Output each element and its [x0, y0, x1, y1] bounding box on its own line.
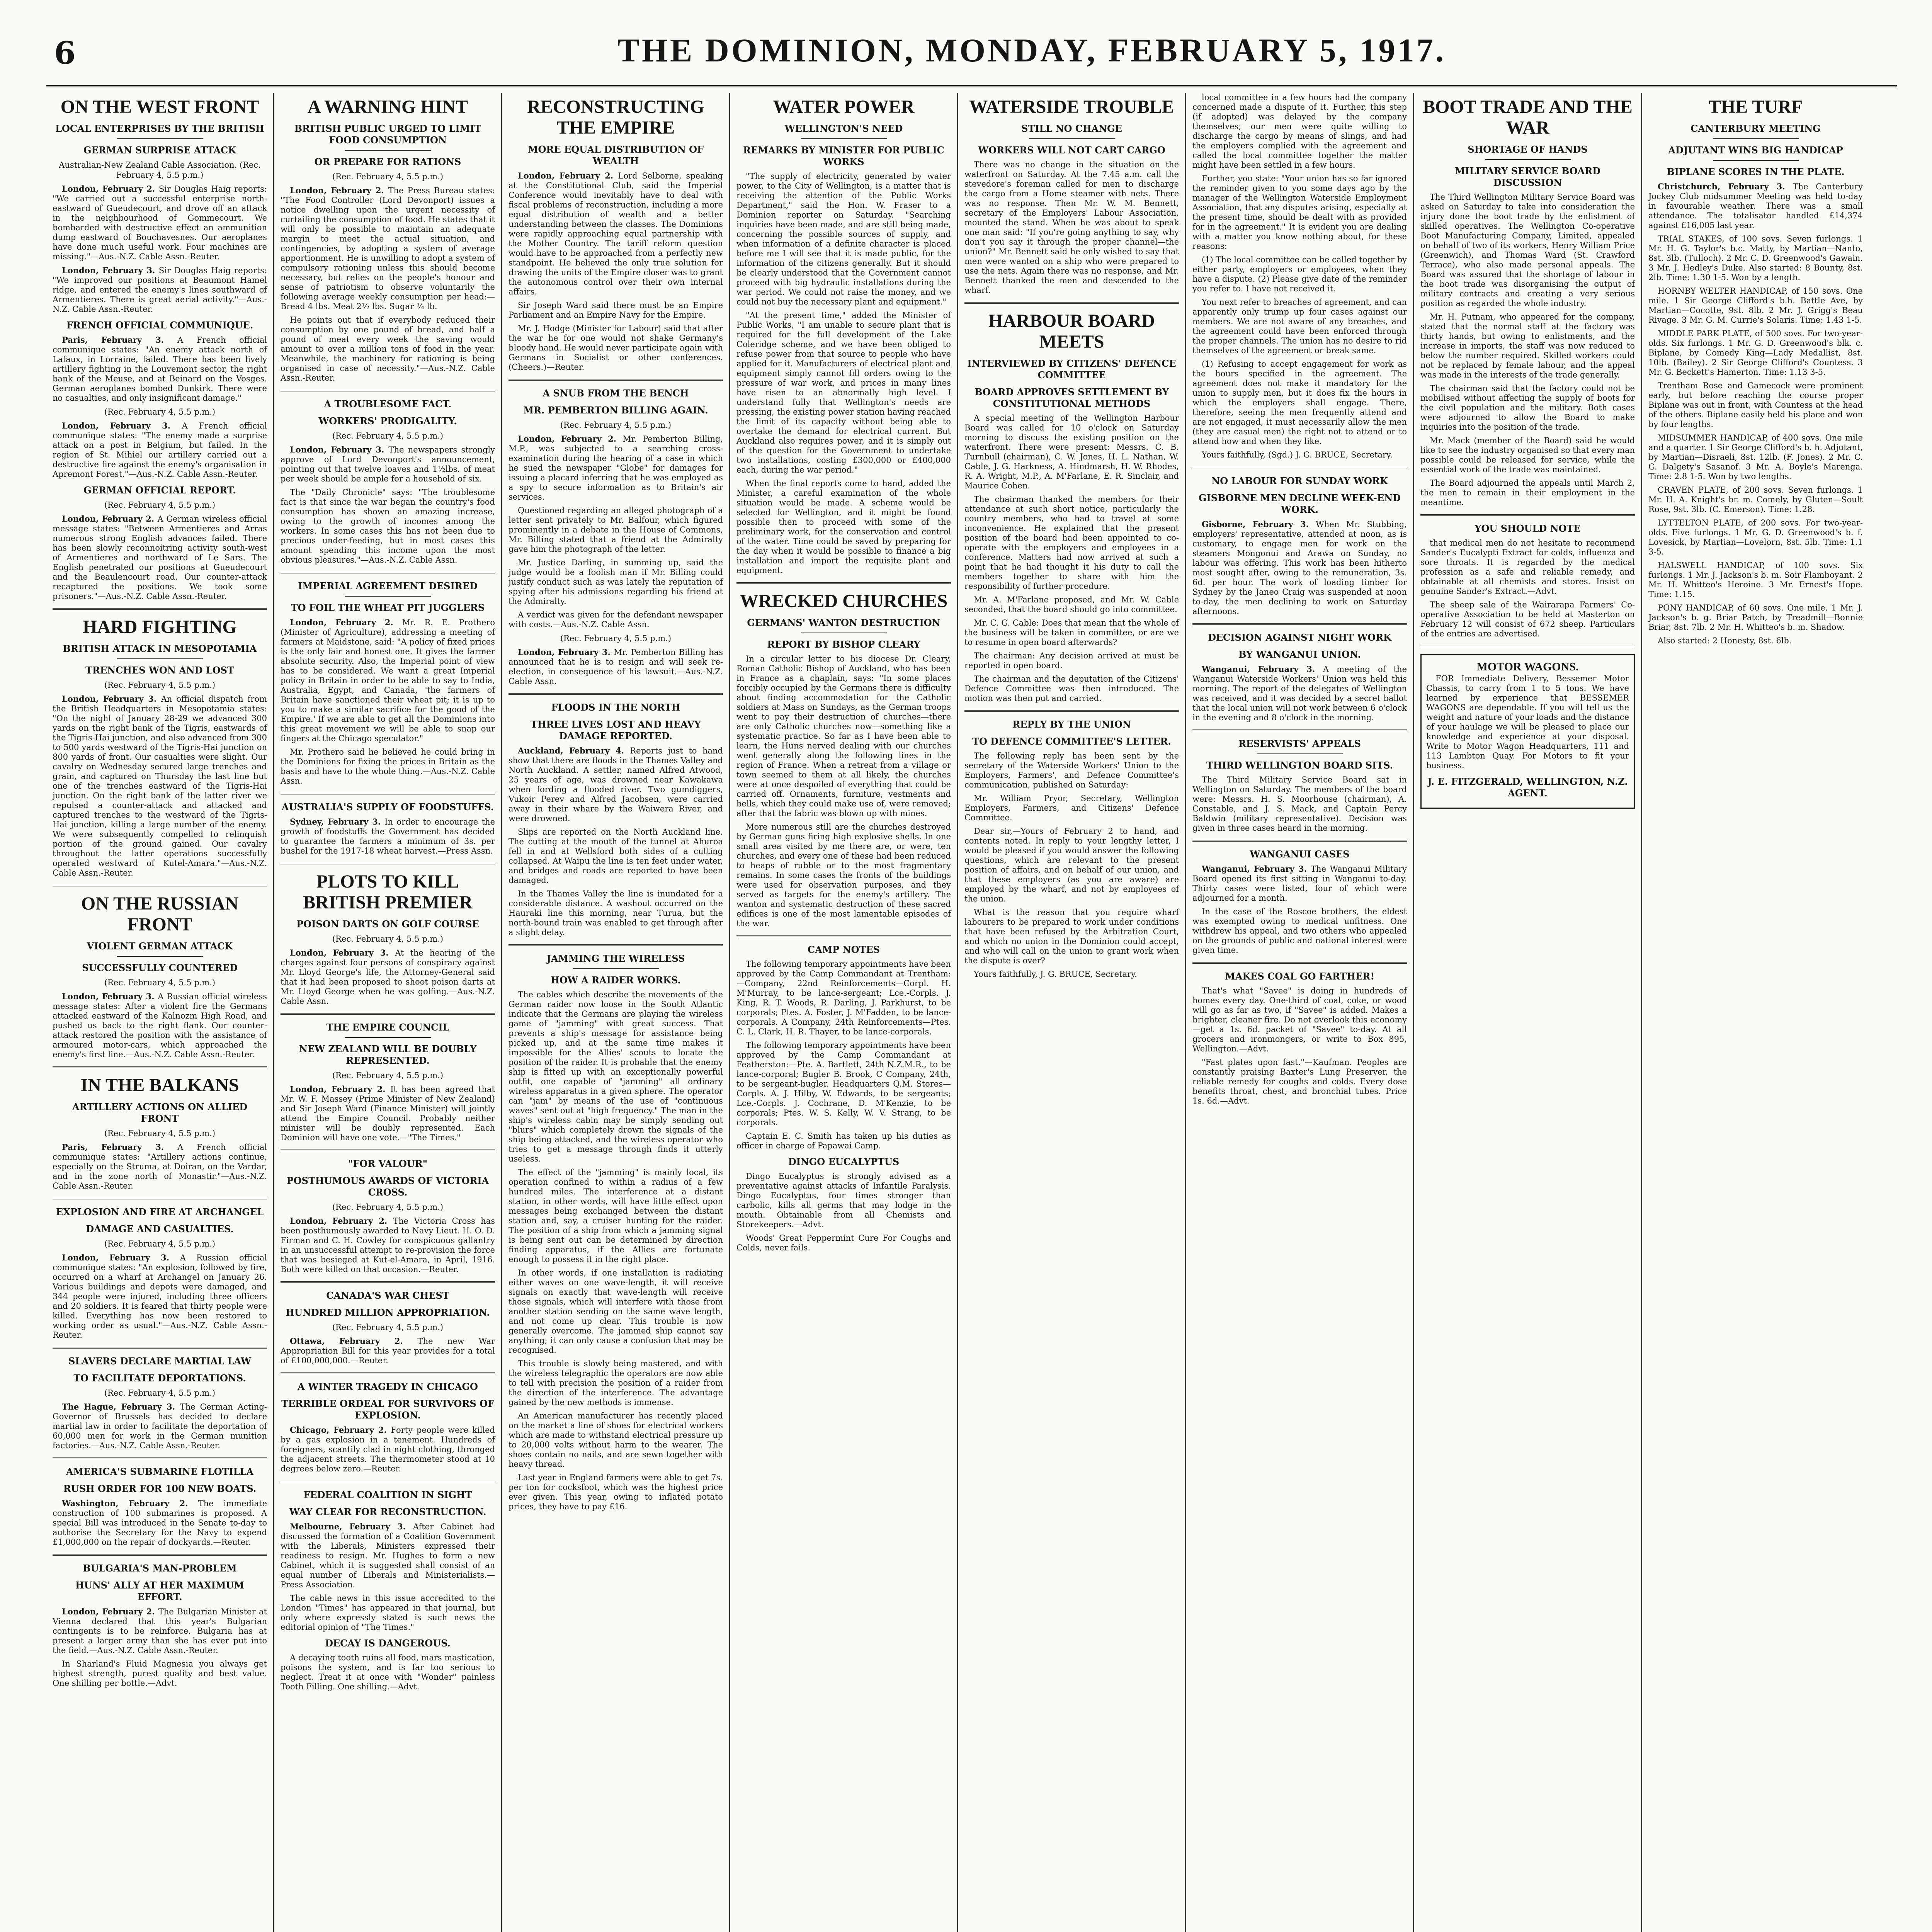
article-paragraph: Mr. C. G. Cable: Does that mean that the whole of the business will be taken in committee, or are we to resume in open board afterwards?: [964, 618, 1179, 647]
article-columns: [46, 93, 1897, 1932]
dateline-meta: (Rec. February 4, 5.5 p.m.): [104, 500, 216, 510]
headline: RECONSTRUCTING THE EMPIRE: [527, 97, 704, 138]
subheadline: WELLINGTON'S NEED: [784, 123, 903, 134]
article-paragraph: Slips are reported on the North Auckland line. The cutting at the mouth of the tunnel at Ahuroa fell in and at Wellsford both sides of a cutting collapsed. At Waipu the line is ten feet under water, and bridges and roads are reported to have been damaged.: [509, 827, 723, 885]
article-paragraph: HALSWELL HANDICAP, of 100 sovs. Six furlongs. 1 Mr. J. Jackson's b. m. Soir Flamboyant. 2 Mr. H. Whitteo's Heroine. 3 Mr. Ernest's Hope. Time: 1.15.: [1648, 561, 1863, 599]
article-dateline: Ottawa, February 2.: [290, 1336, 418, 1346]
article-paragraph: A decaying tooth ruins all food, mars mastication, poisons the system, and is far too serious to neglect. Treat it at once with "Wonder" painless Tooth Filling. One shilling.—Advt.: [281, 1653, 495, 1691]
article-dateline: London, February 2.: [62, 1607, 158, 1616]
article-paragraph: London, February 2. Sir Douglas Haig reports: "We carried out a successful enterprise north-eastward of Gueudecourt, and drove off an attack in the neighbourhood of Gommecourt. We bombarded with destructive effect an ammunition dump eastward of Bouchavesnes. Our aeroplanes have done much useful work. Four machines are missing."—Aus.-N.Z. Cable Assn.-Reuter.: [53, 184, 267, 261]
article-paragraph: London, February 3. Sir Douglas Haig reports: "We improved our positions at Beaumont Hamel ridge, and entered the enemy's lines southward of Armentieres. There is great aerial activity."—Aus.-N.Z. Cable Assn.-Reuter.: [53, 265, 267, 314]
article-dateline: Chicago, February 2.: [290, 1425, 391, 1435]
article-dateline: Sydney, February 3.: [290, 817, 385, 827]
subheadline: TRENCHES WON AND LOST: [85, 665, 234, 676]
column-3: [502, 93, 730, 1932]
article-paragraph: Mr. H. Putnam, who appeared for the company, stated that the normal staff at the factory was thirty hands, but owing to enlistments, and the increase in imports, the staff was now reduced to below the number required. Skilled workers could not be replaced by female labour, and the appeal was made in the interests of the trade generally.: [1420, 312, 1635, 379]
subheadline: CANTERBURY MEETING: [1690, 123, 1821, 134]
headline: WRECKED CHURCHES: [740, 591, 948, 611]
article-paragraph: Dingo Eucalyptus is strongly advised as a preventative against attacks of Infantile Paralysis. Dingo Eucalyptus, four times stronger than carbolic, kills all germs that may lodge in the mouth. Obtainable from all Chemists and Storekeepers.—Advt.: [736, 1172, 951, 1229]
article-dateline: Auckland, February 4.: [518, 746, 630, 755]
article-paragraph: that medical men do not hesitate to recommend Sander's Eucalypti Extract for colds, influenza and sore throats. It is regarded by the medical profession as a safe and reliable remedy, and obtainable at all chemists and stores. Insist on genuine Sander's Extract.—Advt.: [1420, 538, 1635, 596]
article-dateline: Christchurch, February 3.: [1658, 182, 1793, 191]
article-paragraph: local committee in a few hours had the company concerned made a dispute of it. Further, this step (if adopted) was delayed by the company themselves; our men were quite willing to discharge the cargo by means of slings, and had the employers complied with the agreement and called the local committee together the matter might have been settled in a few hours.: [1192, 93, 1407, 170]
headline: HARD FIGHTING: [83, 617, 237, 637]
column-1: [46, 93, 274, 1932]
article-paragraph: London, February 3. At the hearing of the charges against four persons of conspiracy against Mr. Lloyd George's life, the Attorney-General said that it had been proposed to shoot poison darts at Mr. Lloyd George when he was golfing.—Aus.-N.Z. Cable Assn.: [281, 948, 495, 1006]
article-paragraph: The following temporary appointments have been approved by the Camp Commandant at Featherston:—Pte. A. Bartlett, 24th N.Z.M.R., to be lance-corporal; Bugler B. Brook, C Company, 24th, to be sergeant-bugler. Headquarters Q.M. Stores—Corpls. A. J. Hilby, W. Edwards, to be sergeants; Lce.-Corpls. J. Cochrane, D. M'Kenzie, to be corporals; Ptes. W. S. Kelly, W. V. Strang, to be corporals.: [736, 1041, 951, 1127]
article-paragraph: The effect of the "jamming" is mainly local, its operation confined to within a radius of a few hundred miles. The interference at a distant station, in other words, will have little effect upon messages being exchanged between the distant station and, say, a cruiser hunting for the raider. The position of a ship from which a jamming signal is being sent out can be determined by direction finding apparatus, if the Allies are fortunate enough to possess it in the right place.: [509, 1168, 723, 1264]
dateline-meta: (Rec. February 4, 5.5 p.m.): [332, 1071, 444, 1080]
article-dateline: London, February 2.: [62, 184, 159, 194]
subheadline: HUNDRED MILLION APPROPRIATION.: [286, 1307, 490, 1318]
subheadline: SHORTAGE OF HANDS: [1468, 144, 1588, 155]
headline: HARBOUR BOARD MEETS: [988, 311, 1155, 352]
article-paragraph: Further, you state: "Your union has so far ignored the reminder given to you some days ago by the manager of the Wellington Waterside Employment Association, that any disputes arising, especially at the present time, should be dealt with as provided for in the agreement." It is evident you are dealing with a matter you know nothing about, for these reasons:: [1192, 174, 1407, 251]
article-dateline: London, February 3.: [290, 445, 389, 454]
column-5: [958, 93, 1186, 1932]
headline: ON THE WEST FRONT: [60, 97, 259, 117]
article-paragraph: A special meeting of the Wellington Harbour Board was called for 10 o'clock on Saturday morning to discuss the existing position on the waterfront. There were present: Messrs. C. B. Turnbull (chairman), C. W. Jones, H. L. Nathan, W. Cable, J. G. Harkness, A. Hindmarsh, H. W. Rhodes, R. A. Wright, M.P., A. M'Farlane, E. R. Sinclair, and Maurice Cohen.: [964, 413, 1179, 490]
article-dateline: London, February 2.: [518, 434, 623, 444]
article-paragraph: Questioned regarding an alleged photograph of a letter sent privately to Mr. Balfour, which figured prominently in a debate in the House of Commons, Mr. Billing stated that a friend at the Admiralty gave him the photograph of the letter.: [509, 506, 723, 554]
subheadline: WANGANUI CASES: [1250, 849, 1350, 860]
article-paragraph: Wanganui, February 3. A meeting of the Wanganui Waterside Workers' Union was held this morning. The report of the delegates of Wellington was received, and it was decided by a secret ballot that the local union will not work between 6 o'clock in the evening and 8 o'clock in the morning.: [1192, 664, 1407, 722]
headline: PLOTS TO KILL BRITISH PREMIER: [303, 871, 473, 913]
article-paragraph: TRIAL STAKES, of 100 sovs. Seven furlongs. 1 Mr. H. G. Taylor's b.c. Matty, by Martian—Nanto, 8st. 3lb. (Tulloch). 2 Mr. C. D. Greenwood's Gawain. 3 Mr. J. Hedley's Duke. Also started: 8 Bounty, 8st. 2lb. Time: 1.30 1-5. Won by a length.: [1648, 234, 1863, 282]
subheadline: JAMMING THE WIRELESS: [546, 953, 685, 964]
section-separator: [53, 1066, 267, 1068]
short-rule: [117, 956, 203, 957]
article-paragraph: "At the present time," added the Minister of Public Works, "I am unable to secure plant that is required for the full development of the Lake Coleridge scheme, and we have been obliged to refuse power from that source to people who have applied for it. Manufacturers of electrical plant and equipment simply cannot fill orders owing to the pressure of war work, and prices in many lines have risen to an abnormally high level. I understand fully that Wellington's needs are pressing, the existing power station having reached the limit of its capacity without being able to overtake the demand for electrical current. But Auckland also requires power, and it is simply out of the question for the Government to undertake two installations, costing £300,000 or £400,000 each, during the war period.": [736, 311, 951, 474]
short-rule: [117, 138, 203, 139]
article-dateline: Melbourne, February 3.: [290, 1522, 413, 1531]
short-rule: [801, 138, 887, 139]
column-4: [730, 93, 958, 1932]
subheadline: REPORT BY BISHOP CLEARY: [767, 639, 920, 650]
short-rule: [1485, 159, 1571, 160]
subheadline: RUSH ORDER FOR 100 NEW BOATS.: [63, 1483, 257, 1494]
article-paragraph: Also started: 2 Honesty, 8st. 6lb.: [1658, 636, 1792, 645]
article-paragraph: MIDSUMMER HANDICAP, of 400 sovs. One mile and a quarter. 1 Sir George Clifford's b. h. Adjutant, by Martian—Disraeli, 8st. 12lb. (F. Jones). 2 Mr. C. G. Dalgety's Sasanof. 3 Mr. A. Boyle's Marenga. Time: 2.8 1-5. Won by two lengths.: [1648, 433, 1863, 481]
subheadline: IMPERIAL AGREEMENT DESIRED: [298, 580, 478, 592]
article-paragraph: Gisborne, February 3. When Mr. Stubbing, employers' representative, attended at noon, as is customary, to engage men for work on the steamers Mongonui and Arawa on Sunday, no labour was offering. This work has been hitherto most sought after, owing to the remuneration, 3s. 6d. per hour. The work of loading timber for Sydney by the Janeo Craig was suspended at noon to-day, the men declining to work on Saturday afternoons.: [1192, 519, 1407, 616]
article-dateline: Paris, February 3.: [62, 335, 178, 345]
dateline-meta: (Rec. February 4, 5.5 p.m.): [560, 420, 672, 430]
article-dateline: Gisborne, February 3.: [1202, 519, 1316, 529]
subheadline: ADJUTANT WINS BIG HANDICAP: [1668, 145, 1843, 156]
article-dateline: Washington, February 2.: [62, 1498, 198, 1508]
article-paragraph: London, February 2. The Press Bureau states: "The Food Controller (Lord Devonport) issues a notice dwelling upon the urgent necessity of curtailing the consumption of food. He states that it will only be possible to maintain an adequate margin to meet the actual situation, and contingencies, by adopting a system of average apportionment. He is unwilling to adopt a system of compulsory rationing unless this should become necessary, but relies on the people's honour and sense of patriotism to observe voluntarily the following average weekly consumption per head:— Bread 4 lbs. Meat 2½ lbs. Sugar ¾ lb.: [281, 185, 495, 311]
article-paragraph: That's what "Savee" is doing in hundreds of homes every day. One-third of coal, coke, or wood will go as far as two, if "Savee" is added. Makes a brighter, cleaner fire. Do not overlook this economy—get a 1s. 6d. packet of "Savee" to-day. At all grocers and ironmongers, or write to Box 895, Wellington.—Advt.: [1192, 986, 1407, 1053]
subheadline: RESERVISTS' APPEALS: [1238, 738, 1361, 749]
article-paragraph: You next refer to breaches of agreement, and can apparently only trump up four cases against our members. We are not aware of any breaches, and the agreement could have been enforced through the proper channels. The union has no desire to rid themselves of the agreement or break same.: [1192, 298, 1407, 355]
article-paragraph: London, February 2. A German wireless official message states: "Between Armentieres and Arras numerous strong English advances failed. There has been slowly reconnoitring activity south-west of Armentieres and northward of Le Sars. The English penetrated our positions at Gueudecourt and the Beaulencourt road. Our counter-attack recaptured the positions. We took some prisoners."—Aus.-N.Z. Cable Assn.-Reuter.: [53, 514, 267, 601]
article-paragraph: The Third Wellington Military Service Board was asked on Saturday to take into consideration the injury done the boot trade by the enlistment of skilled operatives. The Wellington Co-operative Boot Manufacturing Company, Limited, appealed on behalf of two of its workers, Henry William Price (Greenwich), and Thomas Ward (St. Crawford Terrace), who also made personal appeals. The Board was assured that the shortage of labour in the boot trade was disorganising the output of military contracts and creating a very serious position as regarded the whole industry.: [1420, 192, 1635, 308]
short-rule: [1257, 753, 1343, 754]
subheadline: STILL NO CHANGE: [1021, 123, 1122, 134]
section-separator: [509, 693, 723, 695]
dateline-meta: (Rec. February 4, 5.5 p.m.): [332, 172, 444, 181]
article-dateline: Wanganui, February 3.: [1202, 864, 1311, 874]
short-rule: [1713, 138, 1799, 139]
article-paragraph: London, February 3. The newspapers strongly approve of Lord Devonport's announcement, pointing out that twelve loaves and 1½lbs. of meat per week should be ample for a household of six.: [281, 445, 495, 483]
subheadline: SLAVERS DECLARE MARTIAL LAW: [68, 1355, 251, 1367]
article-paragraph: The "Daily Chronicle" says: "The troublesome fact is that since the war began the country's food consumption has shown an amazing increase, owing to the growth of incomes among the workers. In some cases this has not been due to precious under-feeding, but in most cases this amount spending this income upon the most obvious pleasures."—Aus.-N.Z. Cable Assn.: [281, 488, 495, 565]
article-paragraph: Mr. William Pryor, Secretary, Wellington Employers, Farmers, and Citizens' Defence Committee.: [964, 794, 1179, 822]
article-paragraph: In Sharland's Fluid Magnesia you always get highest strength, purest quality and best value. One shilling per bottle.—Advt.: [53, 1659, 267, 1688]
dateline-meta: (Rec. February 4, 5.5 p.m.): [104, 407, 216, 417]
article-paragraph: HORNBY WELTER HANDICAP, of 150 sovs. One mile. 1 Sir George Clifford's b.h. Battle Ave, by Martian—Cocotte, 9st. 8lb. 2 Mr. J. Grigg's Beau Rivage. 3 Mr. G. M. Currie's Solaris. Time: 1.43 1-5.: [1648, 286, 1863, 325]
article-paragraph: Mr. A. M'Farlane proposed, and Mr. W. Cable seconded, that the board should go into committee.: [964, 595, 1179, 614]
subheadline: BOARD APPROVES SETTLEMENT BY CONSTITUTIONAL METHODS: [975, 386, 1169, 409]
short-rule: [117, 658, 203, 659]
subheadline: AUSTRALIA'S SUPPLY OF FOODSTUFFS.: [281, 801, 494, 813]
section-separator: [281, 863, 495, 864]
article-dateline: London, February 3.: [62, 992, 158, 1001]
subheadline: WORKERS WILL NOT CART CARGO: [978, 145, 1165, 156]
article-paragraph: Woods' Great Peppermint Cure For Coughs and Colds, never fails.: [736, 1233, 951, 1252]
advertisement-signature: J. E. FITZGERALD, WELLINGTON, N.Z. AGENT.: [1427, 776, 1628, 799]
headline: IN THE BALKANS: [80, 1075, 239, 1095]
section-separator: [281, 1281, 495, 1283]
article-paragraph: London, February 2. Mr. R. E. Prothero (Minister of Agriculture), addressing a meeting of farmers at Maidstone, said: "A policy of fixed prices is the only fair and honest one. It gives the farmer absolute security. Also, the Imperial point of view has to be considered. We want a great Imperial policy in Britain in order to be able to say to India, Australia, Egypt, and Canada, 'the farmers of Britain have sanctioned their wheat pit; it is up to you to make a similar sacrifice for the good of the Empire.' If we are able to get all the Dominions into this great movement we will be able to snap our fingers at the Chicago speculator.": [281, 617, 495, 743]
article-paragraph: Chicago, February 2. Forty people were killed by a gas explosion in a tenement. Hundreds of foreigners, scantily clad in night clothing, thronged the adjacent streets. The thermometer stood at 10 degrees below zero.—Reuter.: [281, 1425, 495, 1473]
subheadline: A SNUB FROM THE BENCH: [543, 388, 689, 399]
subheadline: TERRIBLE ORDEAL FOR SURVIVORS OF EXPLOSION.: [281, 1398, 494, 1421]
article-paragraph: London, February 3. A Russian official communique states: "An explosion, followed by fire, occurred on a wharf at Archangel on January 26. Various buildings and depots were damaged, and 344 people were injured, including three officers and 20 soldiers. It is feared that thirty people were killed. Everything has now been restored to working order as usual."—Aus.-N.Z. Cable Assn.-Reuter.: [53, 1253, 267, 1340]
article-paragraph: There was no change in the situation on the waterfront on Saturday. At the 7.45 a.m. call the stevedore's foreman called for men to discharge the cargo from a Home steamer with nets. There was no response. Then Mr. W. M. Bennett, secretary of the Employers' Labour Association, mounted the stand. When he was about to speak one man said: "If you're going anything to say, why don't you say it through the proper channel—the union?" Mr. Bennett said he only wished to say that men were wanted on a ship who were prepared to use the nets. Again there was no response, and Mr. Bennett thanked the men and descended to the wharf.: [964, 160, 1179, 295]
article-paragraph: The chairman said that the factory could not be mobilised without affecting the supply of boots for the civil population and the military. Both cases were adjourned to allow the Board to make inquiries into the position of the trade.: [1420, 384, 1635, 432]
short-rule: [345, 596, 431, 597]
short-rule: [1713, 160, 1799, 161]
article-paragraph: Melbourne, February 3. After Cabinet had discussed the formation of a Coalition Government with the Liberals, Ministers expressed their readiness to resign. Mr. Hughes to form a new Cabinet, which it is suggested shall consist of an equal number of Liberals and Ministerialists.—Press Association.: [281, 1522, 495, 1589]
headline: WATER POWER: [773, 97, 915, 117]
article-paragraph: LYTTELTON PLATE, of 200 sovs. For two-year-olds. Five furlongs. 1 Mr. G. D. Greenwood's b. f. Lovesick, by Martian—Lovelorn, 8st. 5lb. Time: 1.1 3-5.: [1648, 518, 1863, 556]
dateline-meta: (Rec. February 4, 5.5 p.m.): [104, 978, 216, 987]
section-separator: [281, 1013, 495, 1015]
article-paragraph: Mr. Prothero said he believed he could bring in the Dominions for fixing the prices in Britain as the basis and have to the whole thing.—Aus.-N.Z. Cable Assn.: [281, 747, 495, 786]
subheadline: DECISION AGAINST NIGHT WORK: [1208, 632, 1391, 643]
article-paragraph: Dear sir,—Yours of February 2 to hand, and contents noted. In reply to your lengthy letter, I would be pleased if you would answer the following questions, which are relevant to the present position of affairs, and on behalf of our union, and that these employers (as you are aware) are employed by the wharf, and not by employees of the union.: [964, 827, 1179, 903]
article-paragraph: In a circular letter to his diocese Dr. Cleary, Roman Catholic Bishop of Auckland, who has been in France as a chaplain, says: "In some places forcibly occupied by the Germans there is difficulty about finding accommodation for the Catholic soldiers at Mass on Sundays, as the German troops went to pay their destruction of churches—there are only Catholic churches now—something like a systematic practice. So far as I have been able to learn, the Huns nerved dealing with our churches went generally along the following lines in the region of France. When a retreat from a village or town seemed to them at all likely, the churches were at once despoiled of everything that could be carried off. Ornaments, furniture, vestments and bells, which they could make use of, were removed; after that the fabric was blown up with mines.: [736, 654, 951, 818]
article-paragraph: "Fast plates upon fast."—Kaufman. Peoples are constantly praising Baxter's Lung Preserver, the reliable remedy for coughs and colds. Every dose benefits throat, chest, and bronchial tubes. Price 1s. 6d.—Advt.: [1192, 1058, 1407, 1105]
short-rule: [345, 150, 431, 151]
subheadline: BRITISH ATTACK IN MESOPOTAMIA: [63, 643, 257, 654]
short-rule: [573, 968, 659, 969]
section-separator: [281, 390, 495, 391]
article-dateline: London, February 3.: [290, 948, 395, 957]
article-paragraph: The Third Military Service Board sat in Wellington on Saturday. The members of the board were: Messrs. H. S. Moorhouse (chairman), A. Constable, and J. S. Mack, and Captain Percy Baldwin (military representative). Decision was given in three cases heard in the morning.: [1192, 775, 1407, 833]
short-rule: [345, 1037, 431, 1038]
dateline-meta: (Rec. February 4, 5.5 p.m.): [104, 680, 216, 690]
subheadline: OR PREPARE FOR RATIONS: [314, 156, 461, 167]
article-paragraph: Paris, February 3. A French official communique states: "Artillery actions continue, especially on the Struma, at Doiran, on the Vardar, and in the zone north of Monastir."—Aus.-N.Z. Cable Assn.-Reuter.: [53, 1142, 267, 1190]
article-paragraph: What is the reason that you require wharf labourers to be prepared to work under conditions that have been refused by the Arbitration Court, and which no union in the Dominion could accept, and who will call on the union to grant work when the dispute is over?: [964, 908, 1179, 965]
section-separator: [736, 582, 951, 584]
section-separator: [1192, 467, 1407, 468]
article-paragraph: In other words, if one installation is radiating either waves on one wave-length, it will receive signals on exactly that wave-length will receive those signals, which will interfere with those from another station sending on the same wave length, and not come up clear. This trouble is now generally overcome. The jammed ship cannot say anything; it can only cause a confusion that may be recognised.: [509, 1268, 723, 1355]
article-paragraph: Last year in England farmers were able to get 7s. per ton for cocksfoot, which was the highest price ever given. This year, owing to inflated potato prices, they have to pay £16.: [509, 1473, 723, 1511]
article-paragraph: Wanganui, February 3. The Wanganui Military Board opened its first sitting in Wanganui to-day. Thirty cases were listed, four of which were adjourned for a month.: [1192, 864, 1407, 903]
article-paragraph: Yours faithfully, (Sgd.) J. G. BRUCE, Secretary.: [1202, 450, 1393, 459]
subheadline: POSTHUMOUS AWARDS OF VICTORIA CROSS.: [286, 1175, 489, 1198]
article-paragraph: The chairman: Any decision arrived at must be reported in open board.: [964, 651, 1179, 670]
dateline-meta: (Rec. February 4, 5.5 p.m.): [332, 1323, 444, 1332]
article-paragraph: The following temporary appointments have been approved by the Camp Commandant at Trentham:—Company, 22nd Reinforcements—Corpl. H. M'Murray, to be lance-sergeant; Lce.-Corpls. J. King, R. T. Woods, R. Darling, J. Parkhurst, to be corporals; Ptes. A. Foster, J. M'Fadden, to be lance-corporals. A Company, 24th Reinforcements—Ptes. C. L. Clark, H. R. Thayer, to be lance-corporals.: [736, 959, 951, 1036]
article-paragraph: Captain E. C. Smith has taken up his duties as officer in charge of Papawai Camp.: [736, 1131, 951, 1150]
article-paragraph: London, February 2. Mr. Pemberton Billing, M.P., was subjected to a searching cross-examination during the hearing of a case in which he sued the newspaper "Globe" for damages for issuing a placard inferring that he was employed as a spy to secure information as to Britain's air services.: [509, 434, 723, 502]
article-dateline: The Hague, February 3.: [62, 1402, 180, 1412]
subheadline: BULGARIA'S MAN-PROBLEM: [83, 1563, 237, 1574]
subheadline: FEDERAL COALITION IN SIGHT: [303, 1489, 472, 1500]
article-paragraph: He points out that if everybody reduced their consumption by one pound of bread, and half a pound of meat every week the saving would amount to over a million tons of food in the year. Meanwhile, the machinery for rationing is being organised in case of necessity."—Aus.-N.Z. Cable Assn.-Reuter.: [281, 315, 495, 383]
subheadline: GISBORNE MEN DECLINE WEEK-END WORK.: [1199, 492, 1401, 515]
section-separator: [1192, 962, 1407, 964]
article-paragraph: (1) The local committee can be called together by either party, employers or employees, when they have a dispute. (2) Please give date of the reminder you refer to. I have not received it.: [1192, 255, 1407, 293]
article-paragraph: The sheep sale of the Wairarapa Farmers' Co-operative Association to be held at Masterton on February 12 will consist of 672 sheep. Particulars of the entries are advertised.: [1420, 600, 1635, 638]
section-separator: [964, 302, 1179, 304]
subheadline: YOU SHOULD NOTE: [1475, 523, 1581, 534]
subheadline: FLOODS IN THE NORTH: [551, 702, 680, 713]
article-paragraph: In the case of the Roscoe brothers, the eldest was exempted owing to medical unfitness. One withdrew his appeal, and two others who appealed on the grounds of public and national interest were given time.: [1192, 907, 1407, 955]
subheadline: THIRD WELLINGTON BOARD SITS.: [1206, 760, 1393, 771]
article-paragraph: London, February 2. The Bulgarian Minister at Vienna declared that this year's Bulgarian contingents is to be reinforce. Bulgaria has at present a larger army than she has ever put into the field.—Aus.-N.Z. Cable Assn.-Reuter.: [53, 1607, 267, 1655]
article-dateline: London, February 2.: [518, 171, 618, 180]
subheadline: CANADA'S WAR CHEST: [326, 1290, 449, 1301]
subheadline: TO DEFENCE COMMITTEE'S LETTER.: [972, 736, 1171, 747]
article-dateline: London, February 2.: [290, 185, 388, 195]
article-paragraph: Paris, February 3. A French official communique states: "An enemy attack north of Lafaux, in Lorraine, failed. There has been lively artillery fighting in the Louvemont sector, the right bank of the Meuse, and at Beinard on the Vosges. German aeroplanes bombed Dunkirk. There were no casualties, and only insignificant damage.": [53, 335, 267, 403]
section-separator: [1420, 514, 1635, 516]
subheadline: REPLY BY THE UNION: [1012, 719, 1131, 730]
article-paragraph: A verdict was given for the defendant newspaper with costs.—Aus.-N.Z. Cable Assn.: [509, 610, 723, 629]
article-paragraph: Mr. Mack (member of the Board) said he would like to see the industry organised so that every man possible could be released for service, while the essential work of the trade was maintained.: [1420, 436, 1635, 474]
section-separator: [53, 1347, 267, 1349]
article-paragraph: MIDDLE PARK PLATE, of 500 sovs. For two-year-olds. Six furlongs. 1 Mr. G. D. Greenwood's blk. c. Biplane, by Comedy King—Lady Medallist, 8st. 10lb. (Bailey). 2 Sir George Clifford's Countess. 3 Mr. G. Beckett's Hamerton. Time: 1.13 3-5.: [1648, 329, 1863, 377]
article-paragraph: The Board adjourned the appeals until March 2, the men to remain in their employment in the meantime.: [1420, 478, 1635, 507]
article-paragraph: The cable news in this issue accredited to the London "Times" has appeared in that journal, but only where expressly stated is such news the editorial opinion of "The Times.": [281, 1594, 495, 1632]
subheadline: NEW ZEALAND WILL BE DOUBLY REPRESENTED.: [299, 1043, 477, 1066]
article-paragraph: Auckland, February 4. Reports just to hand show that there are floods in the Thames Valley and North Auckland. A settler, named Alfred Atwood, 25 years of age, was drowned near Kawakawa when fording a flooded river. Two gumdiggers, Vukoir Perev and Alfred Jacobsen, were carried away in their whare by the Waiwera River, and were drowned.: [509, 746, 723, 823]
article-dateline: Paris, February 3.: [62, 1142, 178, 1152]
section-separator: [509, 944, 723, 946]
headline: THE TURF: [1708, 97, 1803, 117]
article-paragraph: This trouble is slowly being mastered, and with the wireless telegraphic the operators are now able to tell with precision the position of a raider from the direction of the interference. The advantage gained by the new methods is immense.: [509, 1359, 723, 1407]
article-paragraph: London, February 3. An official dispatch from the British Headquarters in Mesopotamia states: "On the night of January 28-29 we advanced 300 yards on the right bank of the Tigris, eastwards of the Tigris-Hai junction, and also advanced from 300 to 500 yards westward of the Tigris-Hai junction on 800 yards of front. Our casualties were slight. Our cavalry on Wednesday secured large trenches and grain, and captured on Thursday the last line but one of the trenches eastward of the Tigris-Hai junction. On the right bank of the latter river we repulsed a counter-attack and attacked and captured trenches to the westward of the Tigris-Hai junction, killing a large number of the enemy. We were subsequently compelled to relinquish portion of the ground gained. Our cavalry throughout the latter operations successfully operated westward of Kutel-Amara."—Aus.-N.Z. Cable Assn.-Reuter.: [53, 694, 267, 878]
subheadline: DAMAGE AND CASUALTIES.: [86, 1223, 234, 1235]
column-6: [1186, 93, 1414, 1932]
section-separator: [53, 1198, 267, 1199]
article-dateline: London, February 2.: [290, 1216, 393, 1226]
article-paragraph: The following reply has been sent by the secretary of the Waterside Workers' Union to the Employers, Farmers', and Defence Committee's communication, published on Saturday:: [964, 751, 1179, 789]
dateline-meta: (Rec. February 4, 5.5 p.m.): [560, 634, 672, 643]
section-separator: [736, 935, 951, 937]
section-separator: [53, 1554, 267, 1556]
subheadline: AMERICA'S SUBMARINE FLOTILLA: [66, 1466, 254, 1477]
subheadline: DINGO EUCALYPTUS: [788, 1156, 900, 1167]
dateline-meta: (Rec. February 4, 5.5 p.m.): [332, 934, 444, 944]
article-paragraph: The cables which describe the movements of the German raider now loose in the South Atlantic indicate that the Germans are playing the wireless game of "jamming" with great success. That prevents a ship's message for assistance being picked up, and at the same time makes it impossible for the Allies' scouts to locate the position of the raider. It is probable that the enemy ship is fitted up with an exceptionally powerful outfit, one capable of "jamming" all ordinary wireless apparatus in a given sphere. The operator can "jam" by means of the use of "continuous waves" sent out at "high frequency." The man in the ship's wireless cabin may be simply sending out "blurs" which completely drown the signals of the ship being attacked, and the wireless operator who tries to get a message through finds it utterly useless.: [509, 990, 723, 1163]
subheadline: BIPLANE SCORES IN THE PLATE.: [1667, 166, 1845, 177]
dateline-meta: (Rec. February 4, 5.5 p.m.): [104, 1239, 216, 1248]
headline: ON THE RUSSIAN FRONT: [81, 893, 239, 935]
article-paragraph: London, February 3. A French official communique states: "The enemy made a surprise attack on a post in Belgium, but failed. In the region of St. Mihiel our artillery carried out a destructive fire against the enemy's organisation in Apremont Forest."—Aus.-N.Z. Cable Assn.-Reuter.: [53, 421, 267, 479]
column-8: [1642, 93, 1869, 1932]
dateline-meta: (Rec. February 4, 5.5 p.m.): [332, 431, 444, 440]
advertisement-title: MOTOR WAGONS.: [1476, 660, 1579, 673]
article-dateline: London, February 3.: [518, 647, 614, 657]
subheadline: A WINTER TRAGEDY IN CHICAGO: [298, 1381, 478, 1392]
article-dateline: London, February 2.: [62, 514, 158, 524]
subheadline: BRITISH PUBLIC URGED TO LIMIT FOOD CONSUMPTION: [294, 123, 481, 146]
subheadline: GERMAN SURPRISE ATTACK: [83, 145, 236, 156]
section-separator: [281, 1481, 495, 1482]
page-number: 6: [54, 35, 76, 71]
article-paragraph: More numerous still are the churches destroyed by German guns firing high explosive shells. In one small area visited by me there are, or were, ten churches, and every one of these had been reduced to heaps of rubble or to the most fragmentary remains. In some cases the fronts of the buildings were used for observation purposes, and they served as targets for the enemy's artillery. The wanton and systematic destruction of these sacred edifices is one of the most lamentable episodes of the war.: [736, 822, 951, 928]
section-separator: [1192, 840, 1407, 842]
subheadline: FRENCH OFFICIAL COMMUNIQUE.: [66, 320, 253, 331]
dateline-meta: (Rec. February 4, 5.5 p.m.): [104, 1388, 216, 1398]
article-paragraph: Washington, February 2. The immediate construction of 100 submarines is proposed. A special Bill was introduced in the Senate to-day to authorise the Secretary for the Navy to expend £1,000,000 on the repair of dockyards.—Reuter.: [53, 1498, 267, 1547]
article-paragraph: Mr. J. Hodge (Minister for Labour) said that after the war he for one would not shake Germany's bloody hand. He would never participate again with Germans in Socialist or other conferences. (Cheers.)—Reuter.: [509, 324, 723, 372]
subheadline: INTERVIEWED BY CITIZENS' DEFENCE COMMITTEE: [967, 358, 1176, 381]
article-paragraph: London, February 2. The Victoria Cross has been posthumously awarded to Navy Lieut. H. O. D. Firman and C. H. Cowley for conspicuous gallantry in an unsuccessful attempt to re-provision the force that was besieged at Kut-el-Amara, in April, 1916. Both were killed on that occasion.—Reuter.: [281, 1216, 495, 1274]
subheadline: A TROUBLESOME FACT.: [324, 398, 452, 410]
headline: A WARNING HINT: [307, 97, 468, 117]
article-paragraph: (1) Refusing to accept engagement for work as the hours specified in the agreement. The agreement does not make it mandatory for the union to supply men, but it does fix the hours in which the employers shall engage. There, therefore, seeing the men frequently attend and are not engaged, it must necessarily allow the men (they are casual men) the right not to attend or to attend how and when they like.: [1192, 359, 1407, 446]
article-paragraph: Mr. Justice Darling, in summing up, said the judge would be a foolish man if Mr. Billing could justify conduct such as was lately the reputation of spying after his admissions regarding his friend at the Admiralty.: [509, 558, 723, 606]
article-paragraph: London, February 3. A Russian official wireless message states: After a violent fire the Germans attacked eastward of the Kalnozm High Road, and pushed us back to the right flank. Our counter-attack restored the position with the assistance of armoured motor-cars, which approached the enemy's first line.—Aus.-N.Z. Cable Assn.-Reuter.: [53, 992, 267, 1059]
article-paragraph: In the Thames Valley the line is inundated for a considerable distance. A washout occurred on the Hauraki line this morning, near Turua, but the north-bound train was enabled to get through after a slight delay.: [509, 889, 723, 937]
subheadline: "FOR VALOUR": [348, 1158, 428, 1169]
newspaper-title: THE DOMINION, MONDAY, FEBRUARY 5, 1917.: [617, 32, 1446, 69]
advertisement-box: [1420, 654, 1635, 809]
article-paragraph: Sir Joseph Ward said there must be an Empire Parliament and an Empire Navy for the Empire.: [509, 301, 723, 320]
article-dateline: Wanganui, February 3.: [1202, 664, 1323, 674]
article-dateline: London, February 2.: [290, 617, 402, 627]
article-paragraph: London, February 2. It has been agreed that Mr. W. F. Massey (Prime Minister of New Zealand) and Sir Joseph Ward (Finance Minister) will jointly attend the Empire Council. Probably neither minister will be doubly represented. Each Dominion will have one vote.—"The Times.": [281, 1084, 495, 1142]
section-separator: [1192, 623, 1407, 625]
subheadline: CAMP NOTES: [807, 944, 880, 955]
article-dateline: London, February 3.: [62, 694, 161, 704]
article-paragraph: When the final reports come to hand, added the Minister, a careful examination of the whole situation would be made. A scheme would be selected for Wellington, and it might be found possible then to proceed with some of the preliminary work, for the conservation and control of the water. Time could be saved by preparing for the day when it would be possible to finance a big installation and import the requisite plant and equipment.: [736, 479, 951, 575]
article-paragraph: The chairman thanked the members for their attendance at such short notice, particularly the country members, who had to travel at some inconvenience. He explained that the present position of the board had been appointed to co-operate with the employers and employees in a conference. Matters had now arrived at such a point that he had thought it his duty to call the members together to share with him the responsibility of further procedure.: [964, 495, 1179, 591]
subheadline: POISON DARTS ON GOLF COURSE: [296, 918, 479, 930]
short-rule: [1029, 138, 1115, 139]
section-separator: [281, 793, 495, 794]
section-separator: [509, 379, 723, 381]
article-paragraph: CRAVEN PLATE, of 200 sovs. Seven furlongs. 1 Mr. H. A. Knight's br. m. Comely, by Gluten—Soult Rose, 9st. 3lb. (C. Emerson). Time: 1.28.: [1648, 485, 1863, 514]
subheadline: THREE LIVES LOST AND HEAVY DAMAGE REPORTED.: [531, 719, 701, 742]
subheadline: TO FOIL THE WHEAT PIT JUGGLERS: [291, 602, 485, 613]
subheadline: REMARKS BY MINISTER FOR PUBLIC WORKS: [743, 145, 944, 167]
subheadline: DECAY IS DANGEROUS.: [325, 1638, 451, 1649]
article-paragraph: Sydney, February 3. In order to encourage the growth of foodstuffs the Government has decided to guarantee the farmers a minimum of 3s. per bushel for the 1917-18 wheat harvest.—Press Assn.: [281, 817, 495, 855]
section-separator: [1420, 646, 1635, 647]
article-paragraph: London, February 3. Mr. Pemberton Billing has announced that he is to resign and will seek re-election, in consequence of his lawsuit.—Aus.-N.Z. Cable Assn.: [509, 647, 723, 686]
section-separator: [281, 1150, 495, 1151]
subheadline: GERMANS' WANTON DESTRUCTION: [747, 617, 940, 628]
subheadline: HUNS' ALLY AT HER MAXIMUM EFFORT.: [75, 1580, 244, 1602]
article-dateline: London, February 3.: [62, 1253, 180, 1262]
section-separator: [53, 885, 267, 886]
subheadline: SUCCESSFULLY COUNTERED: [82, 962, 238, 973]
headline: WATERSIDE TROUBLE: [969, 97, 1174, 117]
section-separator: [281, 1372, 495, 1374]
article-paragraph: The chairman and the deputation of the Citizens' Defence Committee was then introduced. The motion was then put and carried.: [964, 674, 1179, 703]
subheadline: BY WANGANUI UNION.: [1238, 649, 1361, 660]
article-paragraph: "The supply of electricity, generated by water power, to the City of Wellington, is a matter that is receiving the attention of the Public Works Department," said the Hon. W. Fraser to a Dominion reporter on Saturday. "Searching inquiries have been made, and are still being made, concerning the possible sources of supply, and when information of a definite character is placed before me I will see that it is made public, for the information of the citizens generally. But it should be clearly understood that the Government cannot proceed with big hydraulic installations during the war period. We could not raise the money, and we could not buy the necessary plant and equipment.": [736, 172, 951, 306]
masthead: [46, 23, 1897, 87]
section-separator: [964, 710, 1179, 712]
subheadline: MORE EQUAL DISTRIBUTION OF WEALTH: [527, 144, 704, 167]
subheadline: NO LABOUR FOR SUNDAY WORK: [1211, 475, 1388, 486]
article-paragraph: An American manufacturer has recently placed on the market a line of shoes for electrical workers which are made to withstand electrical pressure up to 20,000 volts without harm to the wearer. The shoes contain no nails, and are sewn together with heavy thread.: [509, 1411, 723, 1469]
subheadline: MAKES COAL GO FARTHER!: [1225, 971, 1374, 982]
subheadline: HOW A RAIDER WORKS.: [551, 975, 681, 986]
subheadline: LOCAL ENTERPRISES BY THE BRITISH: [55, 123, 264, 134]
article-dateline: London, February 3.: [62, 421, 182, 430]
subheadline: MR. PEMBERTON BILLING AGAIN.: [523, 405, 708, 416]
subheadline: TO FACILITATE DEPORTATIONS.: [73, 1372, 246, 1384]
article-dateline: London, February 3.: [62, 265, 159, 275]
subheadline: ARTILLERY ACTIONS ON ALLIED FRONT: [72, 1101, 248, 1124]
dateline-meta: (Rec. February 4, 5.5 p.m.): [104, 1129, 216, 1138]
article-paragraph: PONY HANDICAP, of 60 sovs. One mile. 1 Mr. J. Jackson's b. g. Briar Patch, by Treadmill—Bonnie Briar, 8st. 7lb. 2 Mr. H. Whitteo's b. m. Shadow.: [1648, 603, 1863, 632]
subheadline: WORKERS' PRODIGALITY.: [318, 415, 457, 427]
column-2: [274, 93, 502, 1932]
section-separator: [53, 1458, 267, 1459]
article-paragraph: Christchurch, February 3. The Canterbury Jockey Club midsummer Meeting was held to-day in favourable weather. There was a small attendance. The totalisator handled £14,374 against £16,005 last year.: [1648, 182, 1863, 230]
advertisement-text: FOR Immediate Delivery, Bessemer Motor Chassis, to carry from 1 to 5 tons. We have learned by experience that BESSEMER WAGONS are dependable. If you will tell us the weight and nature of your loads and the distance of your haulage we will be pleased to place our knowledge and experience at your disposal. Write to Motor Wagon Headquarters, 111 and 113 Lambton Quay. For Motors to fit your business.: [1426, 674, 1629, 770]
dateline-meta: Australian-New Zealand Cable Association. (Rec. February 4, 5.5 p.m.): [59, 160, 261, 180]
section-separator: [1192, 730, 1407, 731]
subheadline: EXPLOSION AND FIRE AT ARCHANGEL: [56, 1206, 264, 1218]
subheadline: GERMAN OFFICIAL REPORT.: [83, 485, 236, 496]
subheadline: MILITARY SERVICE BOARD DISCUSSION: [1454, 165, 1601, 188]
subheadline: VIOLENT GERMAN ATTACK: [87, 940, 233, 952]
subheadline: THE EMPIRE COUNCIL: [326, 1022, 449, 1033]
article-paragraph: London, February 2. Lord Selborne, speaking at the Constitutional Club, said the Imperial Conference would inevitably have to deal with fiscal problems of reconstruction, including a more equal distribution of wealth and a better understanding between the classes. The Dominions were rapidly approaching equal partnership with the Mother Country. The tariff reform question would have to be approached from a perfectly new standpoint. He believed the only true solution for drawing the units of the Empire closer was to grant the autonomous control over their own internal affairs.: [509, 171, 723, 296]
article-paragraph: Ottawa, February 2. The new War Appropriation Bill for this year provides for a total of £100,000,000.—Reuter.: [281, 1336, 495, 1365]
dateline-meta: (Rec. February 4, 5.5 p.m.): [332, 1202, 444, 1212]
section-separator: [281, 572, 495, 573]
article-paragraph: Yours faithfully, J. G. BRUCE, Secretary.: [974, 969, 1137, 979]
subheadline: WAY CLEAR FOR RECONSTRUCTION.: [289, 1506, 486, 1517]
article-dateline: London, February 2.: [290, 1084, 391, 1094]
article-paragraph: The Hague, February 3. The German Acting-Governor of Brussels has decided to declare martial law in order to facilitate the deportation of 60,000 men for work in the German munition factories.—Aus.-N.Z. Cable Assn.-Reuter.: [53, 1402, 267, 1450]
headline: BOOT TRADE AND THE WAR: [1423, 97, 1633, 138]
section-separator: [53, 608, 267, 610]
column-7: [1414, 93, 1642, 1932]
article-paragraph: Trentham Rose and Gamecock were prominent early, but before reaching the course proper Biplane was out in front, with Countess at the head of the others. Biplane easily held his place and won by four lengths.: [1648, 381, 1863, 429]
